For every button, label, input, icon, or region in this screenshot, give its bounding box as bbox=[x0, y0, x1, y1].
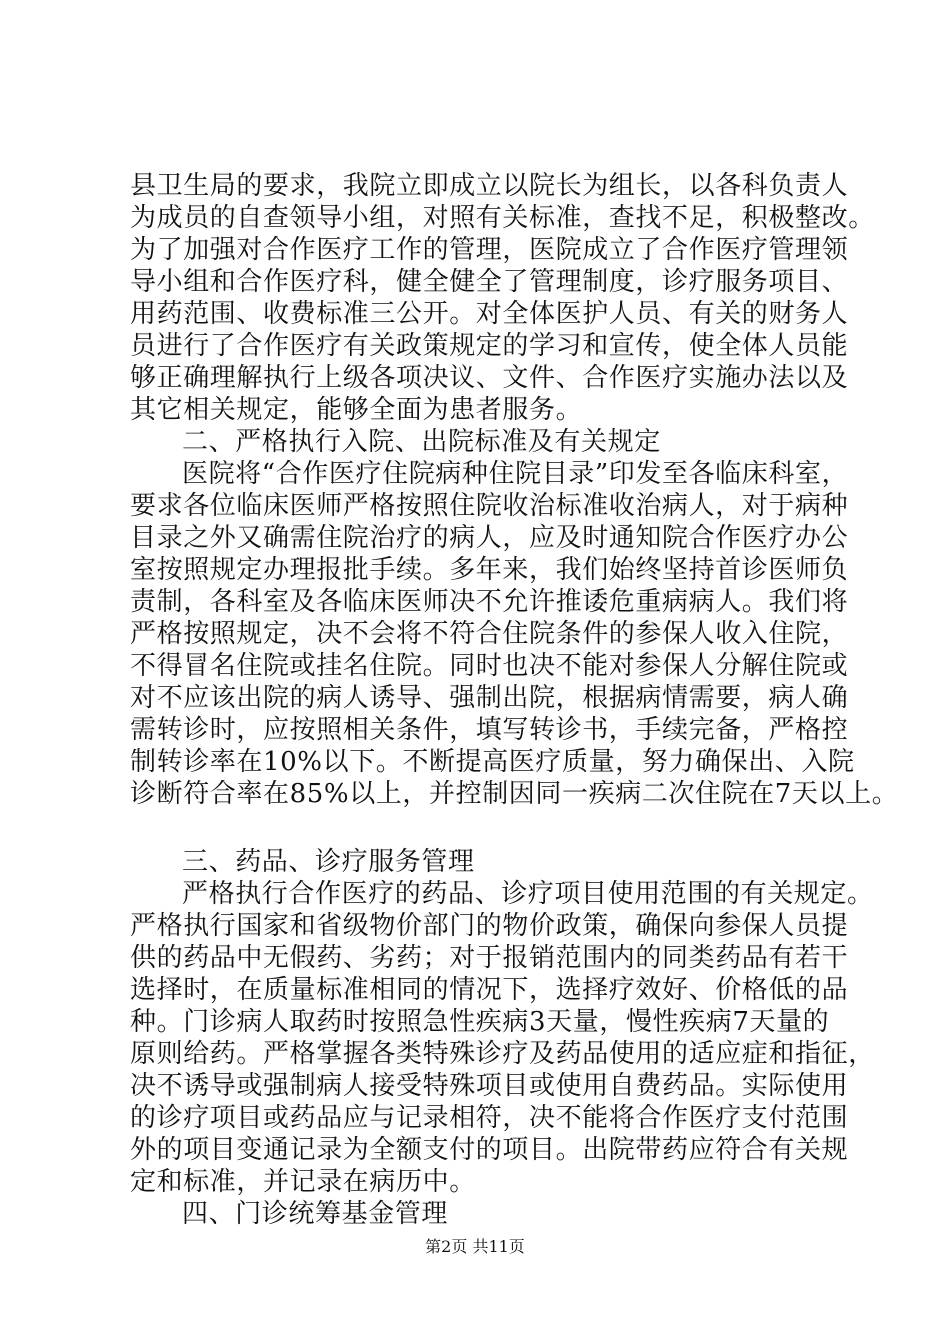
text-line: 种。门诊病人取药时按照急性疾病3天量，慢性疾病7天量的 bbox=[130, 1007, 830, 1037]
text-line: 对不应该出院的病人诱导、强制出院，根据病情需要，病人确 bbox=[130, 683, 849, 713]
text-line: 诊断符合率在85%以上，并控制因同一疾病二次住院在7天以上。 bbox=[130, 779, 899, 809]
text-line: 定和标准，并记录在病历中。 bbox=[130, 1167, 476, 1197]
text-line: 原则给药。严格掌握各类特殊诊疗及药品使用的适应症和指征， bbox=[130, 1039, 875, 1069]
page-number: 第2页 共11页 bbox=[425, 1237, 525, 1256]
text-line: 严格执行国家和省级物价部门的物价政策，确保向参保人员提 bbox=[130, 911, 849, 941]
section-heading-3: 三、药品、诊疗服务管理 bbox=[182, 847, 475, 877]
text-line: 室按照规定办理报批手续。多年来，我们始终坚持首诊医师负 bbox=[130, 555, 849, 585]
text-line: 需转诊时，应按照相关条件，填写转诊书，手续完备，严格控 bbox=[130, 715, 849, 745]
text-line: 够正确理解执行上级各项决议、文件、合作医疗实施办法以及 bbox=[130, 363, 849, 393]
text-line: 其它相关规定，能够全面为患者服务。 bbox=[130, 395, 583, 425]
text-line: 用药范围、收费标准三公开。对全体医护人员、有关的财务人 bbox=[130, 299, 849, 329]
paragraph-1 bbox=[130, 170, 875, 426]
text-line: 决不诱导或强制病人接受特殊项目或使用自费药品。实际使用 bbox=[130, 1071, 849, 1101]
page-footer bbox=[0, 1237, 950, 1257]
text-line: 导小组和合作医疗科，健全健全了管理制度，诊疗服务项目、 bbox=[130, 267, 849, 297]
text-line: 严格执行合作医疗的药品、诊疗项目使用范围的有关规定。 bbox=[182, 879, 874, 909]
text-line: 外的项目变通记录为全额支付的项目。出院带药应符合有关规 bbox=[130, 1135, 849, 1165]
text-line: 供的药品中无假药、劣药；对于报销范围内的同类药品有若干 bbox=[130, 943, 849, 973]
paragraph-2 bbox=[130, 458, 899, 810]
text-line: 严格按照规定，决不会将不符合住院条件的参保人收入住院， bbox=[130, 619, 849, 649]
section-heading-2: 二、严格执行入院、出院标准及有关规定 bbox=[182, 427, 661, 457]
text-line: 的诊疗项目或药品应与记录相符，决不能将合作医疗支付范围 bbox=[130, 1103, 849, 1133]
text-line: 选择时，在质量标准相同的情况下，选择疗效好、价格低的品 bbox=[130, 975, 849, 1005]
text-line: 目录之外又确需住院治疗的病人，应及时通知院合作医疗办公 bbox=[130, 523, 849, 553]
section-heading-4: 四、门诊统筹基金管理 bbox=[182, 1199, 449, 1229]
text-line: 制转诊率在10%以下。不断提高医疗质量，努力确保出、入院 bbox=[130, 747, 855, 777]
text-line: 不得冒名住院或挂名住院。同时也决不能对参保人分解住院或 bbox=[130, 651, 849, 681]
document-body bbox=[130, 170, 899, 1230]
text-line: 为成员的自查领导小组，对照有关标准，查找不足，积极整改。 bbox=[130, 203, 875, 233]
text-line: 县卫生局的要求，我院立即成立以院长为组长，以各科负责人 bbox=[130, 171, 849, 201]
text-line: 员进行了合作医疗有关政策规定的学习和宣传，使全体人员能 bbox=[130, 331, 849, 361]
paragraph-spacer bbox=[130, 810, 830, 846]
text-line: 要求各位临床医师严格按照住院收治标准收治病人，对于病种 bbox=[130, 491, 849, 521]
text-line: 医院将“合作医疗住院病种住院目录”印发至各临床科室， bbox=[182, 459, 849, 489]
text-line: 为了加强对合作医疗工作的管理，医院成立了合作医疗管理领 bbox=[130, 235, 849, 265]
text-line: 责制，各科室及各临床医师决不允许推诿危重病病人。我们将 bbox=[130, 587, 849, 617]
paragraph-3 bbox=[130, 878, 875, 1198]
